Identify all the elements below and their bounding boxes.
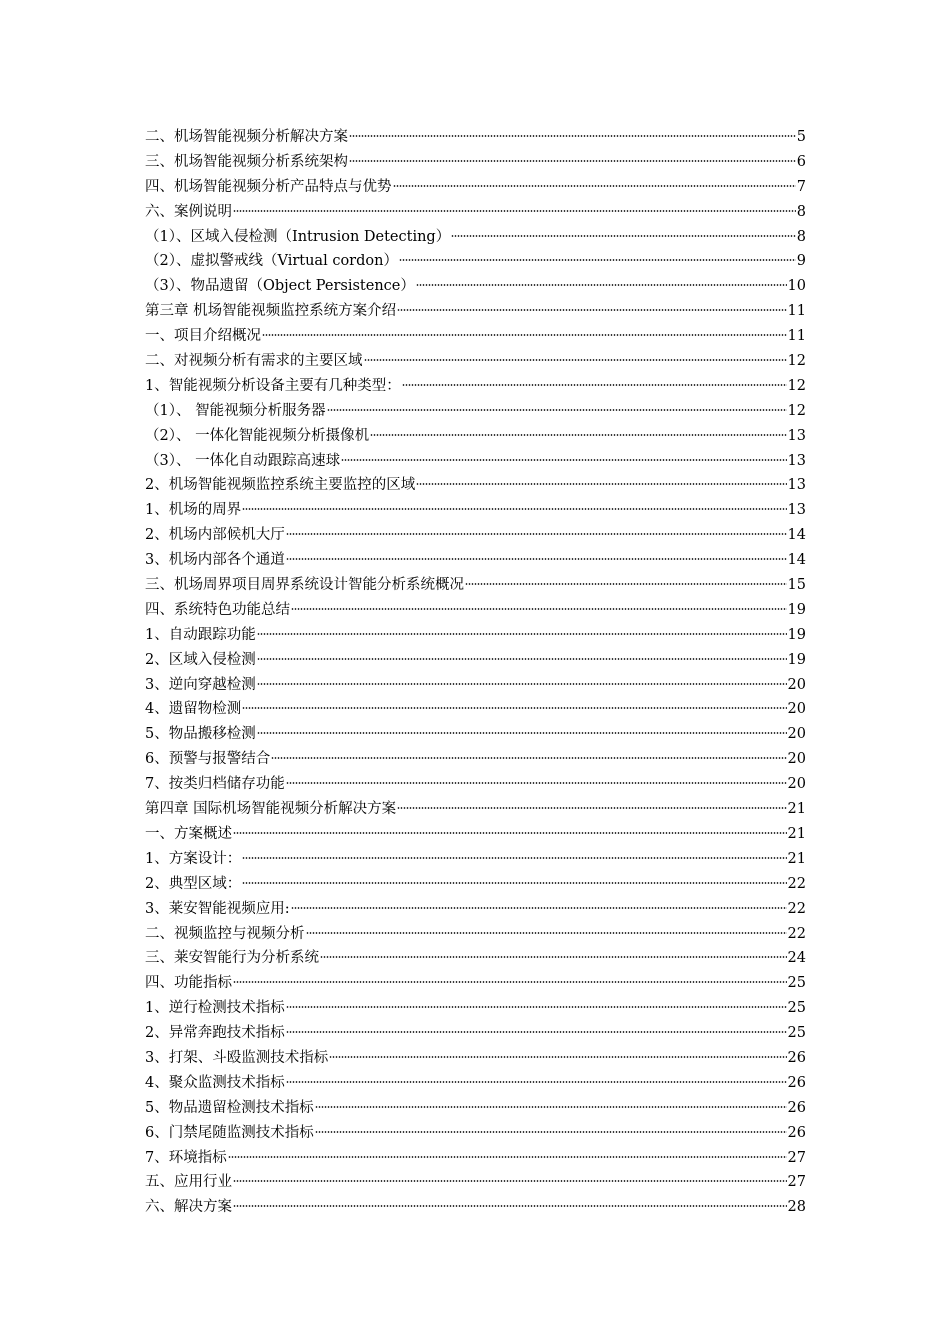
- toc-entry-title: 六、案例说明: [145, 203, 232, 220]
- toc-dot-leader: [393, 185, 796, 187]
- toc-dot-leader: [329, 1056, 786, 1058]
- toc-entry-page-number: 19: [787, 651, 806, 668]
- toc-dot-leader: [402, 384, 787, 386]
- toc-entry[interactable]: [145, 1195, 806, 1220]
- toc-entry-page-number: 22: [787, 925, 806, 942]
- toc-entry[interactable]: [145, 996, 806, 1021]
- toc-entry-title: 7、环境指标: [145, 1149, 227, 1166]
- toc-entry[interactable]: [145, 374, 806, 399]
- toc-entry[interactable]: [145, 1071, 806, 1096]
- toc-dot-leader: [320, 956, 787, 958]
- toc-entry-page-number: 10: [787, 278, 806, 295]
- toc-entry[interactable]: [145, 747, 806, 772]
- toc-entry-page-number: 20: [787, 726, 806, 743]
- toc-entry[interactable]: [145, 946, 806, 971]
- toc-dot-leader: [228, 1156, 787, 1158]
- toc-entry-page-number: 15: [787, 577, 806, 594]
- toc-entry[interactable]: [145, 125, 806, 150]
- toc-entry-page-number: 24: [787, 950, 806, 967]
- toc-entry-page-number: 22: [787, 875, 806, 892]
- toc-entry-page-number: 13: [787, 452, 806, 469]
- toc-entry-page-number: 14: [787, 552, 806, 569]
- toc-entry[interactable]: [145, 648, 806, 673]
- toc-entry-title: 五、应用行业: [145, 1174, 232, 1191]
- toc-dot-leader: [465, 583, 787, 585]
- toc-entry-title: 6、预警与报警结合: [145, 751, 271, 768]
- toc-dot-leader: [242, 508, 786, 510]
- toc-dot-leader: [315, 1106, 787, 1108]
- toc-entry[interactable]: [145, 697, 806, 722]
- toc-dot-leader: [327, 409, 787, 411]
- toc-dot-leader: [364, 359, 787, 361]
- toc-entry[interactable]: [145, 424, 806, 449]
- toc-entry[interactable]: [145, 175, 806, 200]
- toc-entry-title: 四、功能指标: [145, 975, 232, 992]
- toc-entry-title: 三、机场智能视频分析系统架构: [145, 153, 348, 170]
- toc-entry-page-number: 22: [787, 900, 806, 917]
- toc-entry[interactable]: [145, 548, 806, 573]
- toc-entry[interactable]: [145, 847, 806, 872]
- toc-entry-page-number: 26: [787, 1049, 806, 1066]
- toc-entry[interactable]: [145, 498, 806, 523]
- toc-entry-title: 2、典型区域：: [145, 875, 242, 892]
- toc-entry-title: 二、机场智能视频分析解决方案: [145, 129, 348, 145]
- toc-entry-page-number: 14: [787, 527, 806, 544]
- toc-entry-title: 3、打架、斗殴监测技术指标: [145, 1049, 329, 1066]
- toc-entry-page-number: 28: [787, 1199, 806, 1216]
- toc-entry[interactable]: [145, 299, 806, 324]
- toc-entry-page-number: 20: [787, 676, 806, 693]
- toc-entry-page-number: 11: [787, 328, 806, 345]
- toc-entry-title: （3）、物品遗留（Object Persistence）: [145, 278, 415, 295]
- toc-entry-title: 3、逆向穿越检测: [145, 676, 256, 693]
- toc-entry[interactable]: [145, 623, 806, 648]
- table-of-contents: [145, 125, 806, 1220]
- toc-dot-leader: [257, 683, 787, 685]
- toc-entry[interactable]: [145, 473, 806, 498]
- toc-entry[interactable]: [145, 1021, 806, 1046]
- toc-entry-title: 1、方案设计：: [145, 850, 242, 867]
- toc-entry[interactable]: [145, 1121, 806, 1146]
- toc-dot-leader: [370, 434, 786, 436]
- toc-dot-leader: [416, 483, 786, 485]
- toc-entry[interactable]: [145, 249, 806, 274]
- toc-entry-title: 二、视频监控与视频分析: [145, 925, 305, 942]
- toc-entry-page-number: 12: [787, 353, 806, 370]
- toc-dot-leader: [397, 309, 786, 311]
- toc-entry[interactable]: [145, 573, 806, 598]
- toc-dot-leader: [349, 160, 796, 162]
- toc-entry-page-number: 12: [787, 402, 806, 419]
- toc-entry[interactable]: [145, 598, 806, 623]
- toc-entry-title: 第四章 国际机场智能视频分析解决方案: [145, 801, 397, 818]
- toc-entry[interactable]: [145, 797, 806, 822]
- toc-entry-page-number: 7: [796, 178, 806, 195]
- toc-entry-title: 4、遗留物检测: [145, 701, 242, 718]
- toc-entry-page-number: 13: [787, 502, 806, 519]
- toc-entry-page-number: 25: [787, 1000, 806, 1017]
- toc-entry-title: 3、机场内部各个通道: [145, 552, 285, 569]
- toc-dot-leader: [257, 732, 787, 734]
- toc-entry-title: 1、自动跟踪功能: [145, 626, 256, 643]
- toc-entry-title: 5、物品遗留检测技术指标: [145, 1099, 314, 1116]
- toc-entry-page-number: 21: [787, 825, 806, 842]
- toc-dot-leader: [416, 284, 787, 286]
- toc-dot-leader: [341, 459, 786, 461]
- toc-entry[interactable]: [145, 772, 806, 797]
- toc-entry-page-number: 12: [787, 377, 806, 394]
- toc-dot-leader: [233, 981, 787, 983]
- toc-entry-page-number: 26: [787, 1124, 806, 1141]
- toc-entry-page-number: 8: [796, 203, 806, 220]
- toc-entry-page-number: 13: [787, 427, 806, 444]
- toc-entry-page-number: 20: [787, 701, 806, 718]
- toc-entry-title: （2）、虚拟警戒线（Virtual cordon）: [145, 253, 398, 270]
- toc-entry[interactable]: [145, 1170, 806, 1195]
- toc-entry-page-number: 13: [787, 477, 806, 494]
- toc-dot-leader: [306, 932, 787, 934]
- toc-dot-leader: [233, 1180, 787, 1182]
- toc-entry[interactable]: [145, 1096, 806, 1121]
- toc-entry[interactable]: [145, 150, 806, 175]
- toc-entry-title: 6、门禁尾随监测技术指标: [145, 1124, 314, 1141]
- toc-entry[interactable]: [145, 225, 806, 250]
- toc-entry-page-number: 5: [796, 129, 806, 145]
- toc-entry-title: 一、方案概述: [145, 825, 232, 842]
- toc-entry-title: （2）、 一体化智能视频分析摄像机: [145, 427, 370, 444]
- toc-dot-leader: [233, 1205, 787, 1207]
- toc-entry[interactable]: [145, 349, 806, 374]
- toc-dot-leader: [286, 533, 787, 535]
- toc-entry-page-number: 19: [787, 626, 806, 643]
- toc-entry-page-number: 9: [796, 253, 806, 270]
- toc-entry-title: 第三章 机场智能视频监控系统方案介绍: [145, 303, 397, 320]
- toc-dot-leader: [286, 1081, 787, 1083]
- toc-dot-leader: [262, 334, 787, 336]
- toc-dot-leader: [397, 807, 786, 809]
- toc-entry[interactable]: [145, 1046, 806, 1071]
- toc-entry-title: 一、项目介绍概况: [145, 328, 261, 345]
- toc-dot-leader: [286, 1006, 787, 1008]
- toc-entry[interactable]: [145, 872, 806, 897]
- toc-entry-page-number: 27: [787, 1174, 806, 1191]
- toc-entry-page-number: 21: [787, 801, 806, 818]
- toc-entry-title: 三、机场周界项目周界系统设计智能分析系统概况: [145, 577, 464, 594]
- toc-dot-leader: [451, 235, 796, 237]
- toc-entry-page-number: 26: [787, 1074, 806, 1091]
- toc-entry-title: （3）、 一体化自动跟踪高速球: [145, 452, 341, 469]
- toc-entry[interactable]: [145, 523, 806, 548]
- toc-entry-page-number: 25: [787, 975, 806, 992]
- toc-dot-leader: [291, 608, 787, 610]
- toc-dot-leader: [233, 832, 787, 834]
- toc-entry-title: 六、解决方案: [145, 1199, 232, 1216]
- toc-entry-page-number: 25: [787, 1025, 806, 1042]
- toc-entry-title: （1）、 智能视频分析服务器: [145, 402, 326, 419]
- toc-entry[interactable]: [145, 399, 806, 424]
- toc-entry[interactable]: [145, 971, 806, 996]
- toc-entry-title: 2、机场内部候机大厅: [145, 527, 285, 544]
- toc-dot-leader: [399, 259, 796, 261]
- toc-entry[interactable]: [145, 449, 806, 474]
- toc-entry-title: 四、机场智能视频分析产品特点与优势: [145, 178, 392, 195]
- toc-entry-title: 1、智能视频分析设备主要有几种类型：: [145, 377, 401, 394]
- toc-entry-title: 二、对视频分析有需求的主要区域: [145, 353, 363, 370]
- toc-entry[interactable]: [145, 274, 806, 299]
- toc-entry-title: 2、异常奔跑技术指标: [145, 1025, 285, 1042]
- toc-entry-title: 四、系统特色功能总结: [145, 601, 290, 618]
- toc-entry[interactable]: [145, 897, 806, 922]
- toc-entry-page-number: 20: [787, 776, 806, 793]
- toc-dot-leader: [315, 1131, 787, 1133]
- toc-entry-title: 2、机场智能视频监控系统主要监控的区域: [145, 477, 416, 494]
- toc-dot-leader: [242, 707, 786, 709]
- toc-entry-page-number: 6: [796, 153, 806, 170]
- toc-entry[interactable]: [145, 922, 806, 947]
- toc-entry-title: 7、按类归档储存功能: [145, 776, 285, 793]
- toc-entry-title: 三、莱安智能行为分析系统: [145, 950, 319, 967]
- toc-dot-leader: [242, 857, 786, 859]
- toc-entry[interactable]: [145, 324, 806, 349]
- toc-entry-title: 5、物品搬移检测: [145, 726, 256, 743]
- toc-entry[interactable]: [145, 1146, 806, 1171]
- toc-dot-leader: [257, 633, 787, 635]
- toc-entry-page-number: 20: [787, 751, 806, 768]
- toc-entry-page-number: 8: [796, 228, 806, 245]
- toc-entry-title: （1）、区域入侵检测（Intrusion Detecting）: [145, 228, 451, 245]
- toc-entry-title: 4、聚众监测技术指标: [145, 1074, 285, 1091]
- toc-dot-leader: [271, 757, 786, 759]
- toc-entry-title: 2、区域入侵检测: [145, 651, 256, 668]
- toc-dot-leader: [257, 658, 787, 660]
- toc-entry-page-number: 27: [787, 1149, 806, 1166]
- toc-entry-page-number: 19: [787, 601, 806, 618]
- toc-entry-title: 1、机场的周界: [145, 502, 242, 519]
- toc-entry-page-number: 26: [787, 1099, 806, 1116]
- toc-entry-page-number: 21: [787, 850, 806, 867]
- toc-entry-title: 1、逆行检测技术指标: [145, 1000, 285, 1017]
- toc-dot-leader: [286, 558, 787, 560]
- toc-entry[interactable]: [145, 673, 806, 698]
- toc-dot-leader: [291, 907, 787, 909]
- toc-entry[interactable]: [145, 822, 806, 847]
- toc-entry-title: 3、莱安智能视频应用:: [145, 900, 290, 917]
- toc-entry[interactable]: [145, 722, 806, 747]
- toc-dot-leader: [233, 210, 796, 212]
- toc-dot-leader: [242, 882, 786, 884]
- toc-entry-page-number: 11: [787, 303, 806, 320]
- toc-dot-leader: [286, 1031, 787, 1033]
- toc-dot-leader: [286, 782, 787, 784]
- toc-dot-leader: [349, 135, 796, 137]
- toc-entry[interactable]: [145, 200, 806, 225]
